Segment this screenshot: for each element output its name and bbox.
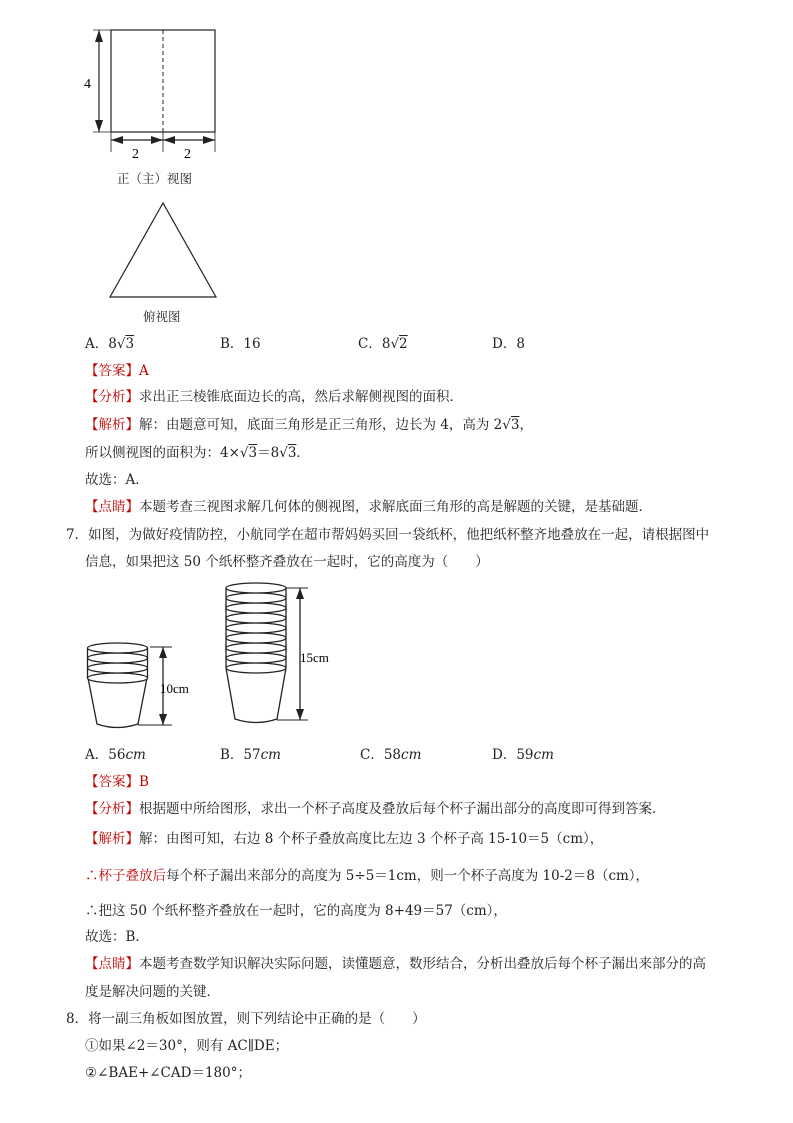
- q8-stem: 8．将一副三角板如图放置，则下列结论中正确的是（ ）: [66, 1011, 426, 1027]
- arrow-right-icon: [203, 136, 215, 144]
- height-label: 4: [84, 77, 91, 92]
- front-view-figure: [80, 20, 240, 165]
- q7-option-d[interactable]: D．59cm: [492, 747, 554, 763]
- top-view-caption: 俯视图: [143, 309, 181, 324]
- arrow-left-icon: [163, 136, 175, 144]
- right-height-label: 15cm: [300, 650, 329, 665]
- q7-option-c[interactable]: C．58cm: [360, 747, 422, 763]
- q7-stem-l2: 信息，如果把这 50 个纸杯整齐叠放在一起时，它的高度为（ ）: [85, 554, 489, 570]
- q7-analysis: 【分析】根据题中所给图形，求出一个杯子高度及叠放后每个杯子漏出部分的高度即可得到答案．: [85, 801, 666, 817]
- q6-option-a[interactable]: A．8√3: [85, 336, 135, 352]
- q7-stem-l1: 7．如图，为做好疫情防控，小航同学在超市帮妈妈买回一袋纸杯，他把纸杯整齐地叠放在一起，请根据图中: [66, 527, 710, 543]
- q6-choice: 故选：A．: [85, 472, 149, 488]
- q7-option-b[interactable]: B．57cm: [220, 747, 281, 763]
- q6-analysis: 【分析】求出正三棱锥底面边长的高，然后求解侧视图的面积．: [85, 389, 463, 405]
- q6-solution-l2: 所以侧视图的面积为：4×√3＝8√3．: [85, 445, 310, 461]
- arrow-down-icon: [296, 709, 304, 720]
- width-left-label: 2: [132, 147, 139, 162]
- q7-solution-l3: ∴把这 50 个纸杯整齐叠放在一起时，它的高度为 8+49＝57（cm），: [85, 903, 507, 919]
- q6-option-d[interactable]: D．8: [492, 336, 525, 352]
- arrow-left-icon: [111, 136, 123, 144]
- cup-stack-left: [88, 643, 148, 728]
- arrow-right-icon: [151, 136, 163, 144]
- cups-figure: [80, 574, 350, 734]
- q6-comment: 【点睛】本题考查三视图求解几何体的侧视图，求解底面三角形的高是解题的关键，是基础题．: [85, 499, 652, 515]
- front-view-caption: 正（主）视图: [117, 171, 193, 186]
- q7-answer: 【答案】B: [85, 774, 149, 790]
- q6-answer: 【答案】A: [85, 363, 149, 379]
- q7-solution-l1: 【解析】解：由图可知，右边 8 个杯子叠放高度比左边 3 个杯子高 15-10＝5（cm），: [85, 831, 604, 847]
- q7-comment-l1: 【点睛】本题考查数学知识解决实际问题，读懂题意，数形结合，分析出叠放后每个杯子漏出来部分的高: [85, 956, 706, 972]
- left-height-label: 10cm: [160, 681, 189, 696]
- cup-stack-right: [226, 583, 286, 723]
- q6-option-b[interactable]: B．16: [220, 336, 261, 352]
- q7-solution-l2: ∴杯子叠放后每个杯子漏出来部分的高度为 5÷5＝1cm，则一个杯子高度为 10-2＝8（cm），: [85, 868, 650, 884]
- top-view-figure: [106, 200, 220, 300]
- arrow-up-icon: [159, 647, 167, 658]
- top-view-triangle: [110, 203, 216, 297]
- q8-item-1: ①如果∠2＝30°，则有 AC∥DE；: [85, 1038, 289, 1054]
- width-right-label: 2: [184, 147, 191, 162]
- arrow-up-icon: [296, 588, 304, 599]
- q6-solution-l1: 【解析】解：由题意可知，底面三角形是正三角形，边长为 4，高为 2√3，: [85, 417, 533, 433]
- q7-option-a[interactable]: A．56cm: [85, 747, 146, 763]
- q7-choice: 故选：B．: [85, 929, 149, 945]
- q7-comment-l2: 度是解决问题的关键．: [85, 984, 220, 1000]
- arrow-up-icon: [95, 30, 103, 42]
- arrow-down-icon: [159, 714, 167, 725]
- arrow-down-icon: [95, 120, 103, 132]
- q8-item-2: ②∠BAE+∠CAD＝180°；: [85, 1065, 251, 1081]
- q6-option-c[interactable]: C．8√2: [358, 336, 408, 352]
